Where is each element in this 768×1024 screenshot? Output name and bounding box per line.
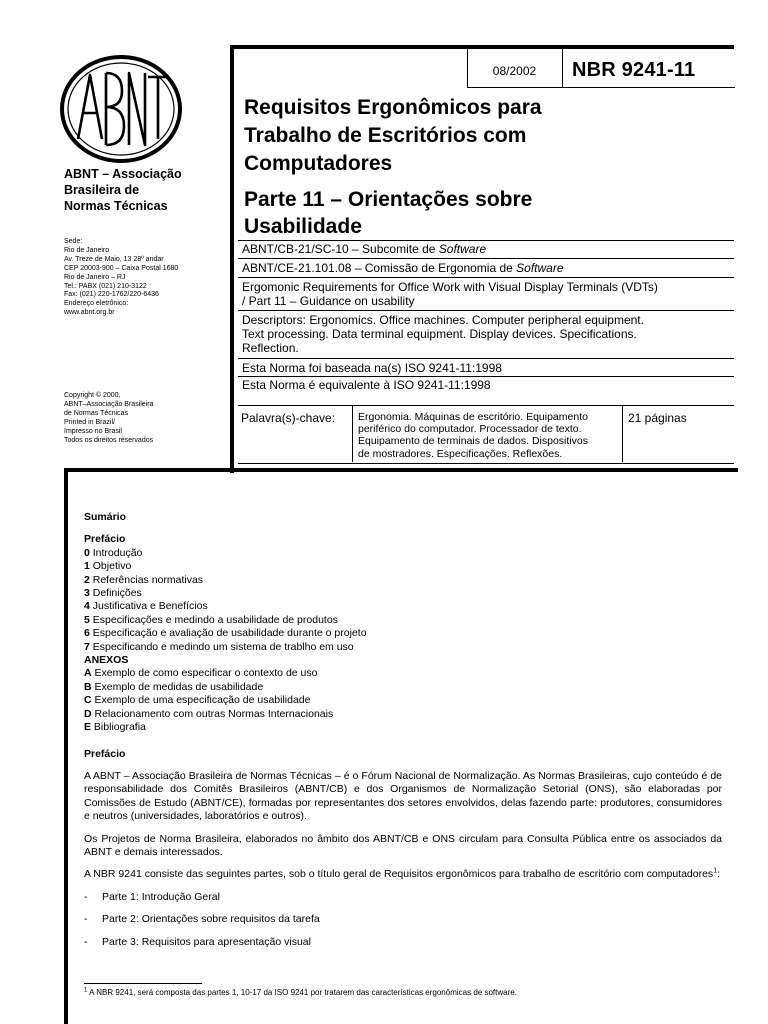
copyright-line: Copyright © 2000, — [64, 392, 121, 399]
committee-text: ABNT/CB-21/SC-10 – Subcomite de — [242, 242, 439, 256]
copyright-line: ABNT–Associação Brasileira — [64, 400, 154, 408]
footnote-rule — [84, 983, 202, 984]
annex-letter: A — [84, 667, 92, 680]
descriptors-line: Reflection. — [242, 341, 299, 355]
header-left-rule — [230, 45, 234, 473]
copyright-block — [64, 392, 153, 445]
address-line: Endereço eletrônico: — [64, 300, 129, 308]
descriptors — [242, 313, 644, 355]
summary-heading: Sumário — [84, 511, 127, 523]
copyright-line: Impresso no Brasil — [64, 427, 122, 435]
title-line: Trabalho de Escritórios com — [244, 124, 527, 147]
annex-item[interactable] — [84, 681, 722, 694]
meta-divider — [238, 277, 734, 278]
toc-text: Objetivo — [89, 560, 132, 573]
document-title — [244, 94, 542, 178]
meta-divider — [238, 358, 734, 359]
footnote — [84, 988, 517, 998]
org-name-line: Normas Técnicas — [64, 199, 168, 213]
toc-number: 7 — [84, 640, 90, 653]
footnote-text: A NBR 9241, será composta das partes 1, 10-17 da ISO 9241 por tratarem das características ergonômicas de software. — [87, 988, 517, 997]
english-title-line: / Part 11 – Guidance on usability — [242, 294, 415, 308]
descriptors-line: Descriptors: Ergonomics. Office machines. Computer peripheral equipment. — [242, 313, 644, 327]
preface-paragraph: A ABNT – Associação Brasileira de Normas Técnicas – é o Fórum Nacional de Normalização. As Normas Brasileiras, cujo conteúdo é de responsabilidade dos Comitês Brasileiros (ABNT/CB) e dos Organismos de Normalização Setorial (ONS), são elaboradas por Comissões de Estudo (ABNT/CE), formadas por representantes dos setores envolvidos, delas fazendo parte: produtores, consumidores e neutros (universidades, laboratórios e outros). — [84, 769, 722, 823]
keywords-divider — [622, 406, 623, 462]
meta-divider — [238, 258, 734, 259]
org-name-line: ABNT – Associação — [64, 167, 182, 181]
toc-number: 5 — [84, 613, 90, 626]
toc-item[interactable] — [84, 600, 722, 613]
keywords-line: Ergonomia. Máquinas de escritório. Equipamento — [358, 411, 588, 423]
address-line: Rio de Janeiro – RJ — [64, 273, 126, 281]
part-list-item: - Parte 2: Orientações sobre requisitos da tarefa — [84, 913, 320, 926]
commission-emphasis: Software — [516, 261, 564, 275]
address-line: Sede: — [64, 238, 83, 245]
body-left-rule — [64, 468, 68, 1024]
address-line: Fax: (021) 220-1762/220-6436 — [64, 291, 159, 299]
preface-paragraph — [84, 868, 722, 881]
toc-text: Especificações e medindo a usabilidade de produtos — [89, 613, 338, 626]
descriptors-line: Text processing. Data terminal equipment. Display devices. Specifications. — [242, 327, 637, 341]
annex-item[interactable] — [84, 708, 722, 721]
page-count: 21 páginas — [628, 411, 687, 425]
toc-item[interactable] — [84, 560, 722, 573]
part-text: Parte 1: Introdução Geral — [102, 890, 220, 903]
address-block — [64, 238, 178, 318]
org-name-line: Brasileira de — [64, 183, 140, 197]
toc-text: Especificação e avaliação de usabilidade durante o projeto — [89, 627, 367, 640]
toc-text: Justificativa e Benefícios — [89, 600, 208, 613]
committee-emphasis: Software — [438, 242, 487, 256]
title-line: Computadores — [244, 152, 393, 175]
document-body — [84, 511, 722, 949]
part-list-item: - Parte 3: Requisitos para apresentação visual — [84, 935, 311, 948]
based-on-line: Esta Norma foi baseada na(s) ISO 9241-11:1998 — [242, 361, 502, 375]
toc-number: 0 — [84, 546, 90, 559]
keywords-divider — [352, 406, 353, 462]
annex-text: Relacionamento com outras Normas Internacionais — [91, 707, 334, 720]
title-line: Requisitos Ergonômicos para — [244, 96, 542, 119]
annex-text: Exemplo de uma especificação de usabilidade — [91, 694, 311, 707]
meta-divider — [238, 376, 734, 377]
keywords-text — [358, 411, 620, 460]
meta-divider — [238, 240, 734, 241]
part-list-item: - Parte 1: Introdução Geral — [84, 890, 220, 903]
footnote-marker[interactable]: 1 — [713, 867, 718, 875]
copyright-line: de Normas Técnicas — [64, 409, 129, 417]
commission-text: ABNT/CE-21.101.08 – Comissão de Ergonomia de — [242, 261, 517, 275]
annex-text: Bibliografia — [91, 721, 146, 734]
keywords-label: Palavra(s)-chave: — [241, 411, 336, 425]
toc-number: 2 — [84, 573, 90, 586]
annex-letter: C — [84, 694, 92, 707]
toc-item[interactable] — [84, 641, 722, 654]
paragraph-text: A NBR 9241 consiste das seguintes partes, sob o título geral de Requisitos ergonômicos para trabalho de escritório com computadores — [84, 868, 714, 881]
toc-text: Referências normativas — [89, 573, 204, 586]
annex-letter: D — [84, 707, 92, 720]
toc-text: Introdução — [89, 546, 143, 559]
address-line: Av. Treze de Maio, 13 28º andar — [64, 255, 164, 263]
equivalent-line: Esta Norma é equivalente à ISO 9241-11:1998 — [242, 378, 491, 392]
address-line: Rio de Janeiro — [64, 246, 110, 254]
standard-number: NBR 9241-11 — [572, 59, 696, 81]
preface-paragraph: Os Projetos de Norma Brasileira, elaborados no âmbito dos ABNT/CB e ONS circulam para Consulta Pública entre os associados da ABNT e demais interessados. — [84, 832, 722, 858]
english-title — [242, 280, 658, 308]
keywords-line: de mostradores. Especificações. Reflexões. — [358, 447, 563, 460]
copyright-line: Printed in Brazil/ — [64, 418, 115, 426]
committee-line — [242, 242, 486, 256]
annex-text: Exemplo de como especificar o contexto de uso — [91, 667, 318, 680]
footnote-number: 1 — [84, 987, 88, 994]
annex-item[interactable] — [84, 694, 722, 707]
keywords-line: periférico do computador. Processador de texto. — [358, 423, 582, 436]
annex-heading: ANEXOS — [84, 654, 129, 667]
copyright-line: Todos os direitos reservados — [64, 436, 154, 444]
toc-text: Definições — [89, 587, 142, 600]
organization-name — [64, 166, 182, 214]
toc-number: 1 — [84, 560, 90, 573]
part-title-line: Usabilidade — [244, 215, 362, 238]
toc-item[interactable] — [84, 547, 722, 560]
annex-letter: B — [84, 680, 92, 693]
part-title-line: Parte 11 – Orientações sobre — [244, 188, 533, 211]
address-line: CEP 20003-900 – Caixa Postal 1680 — [64, 264, 179, 272]
meta-divider — [238, 310, 734, 311]
paragraph-end: : — [717, 868, 721, 881]
keywords-line: Equipamento de terminais de dados. Dispositivos — [358, 435, 588, 448]
part-text: Parte 2: Orientações sobre requisitos da tarefa — [102, 913, 320, 926]
commission-line — [242, 261, 564, 275]
website-link[interactable]: www.abnt.org.br — [64, 309, 115, 317]
address-line: Tel.: PABX (021) 210-3122 — [64, 282, 147, 290]
toc-item[interactable] — [84, 587, 722, 600]
annex-item[interactable] — [84, 667, 722, 680]
preface-toc-heading: Prefácio — [84, 533, 126, 546]
toc-item[interactable] — [84, 627, 722, 640]
toc-number: 3 — [84, 587, 90, 600]
preface-heading: Prefácio — [84, 747, 126, 760]
toc-text: Especificando e medindo um sistema de trablho em uso — [89, 640, 354, 653]
part-text: Parte 3: Requisitos para apresentação visual — [102, 935, 311, 948]
publication-date: 08/2002 — [492, 64, 537, 78]
toc-item[interactable] — [84, 614, 722, 627]
toc-number: 6 — [84, 627, 90, 640]
english-title-line: Ergomonic Requirements for Office Work with Visual Display Terminals (VDTs) — [242, 280, 658, 294]
part-title — [244, 186, 532, 240]
annex-item[interactable] — [84, 721, 722, 734]
annex-letter: E — [84, 721, 92, 734]
abnt-logo — [60, 55, 182, 163]
annex-text: Exemplo de medidas de usabilidade — [91, 680, 264, 693]
toc-number: 4 — [84, 600, 90, 613]
toc-item[interactable] — [84, 574, 722, 587]
body-top-rule — [64, 468, 738, 472]
